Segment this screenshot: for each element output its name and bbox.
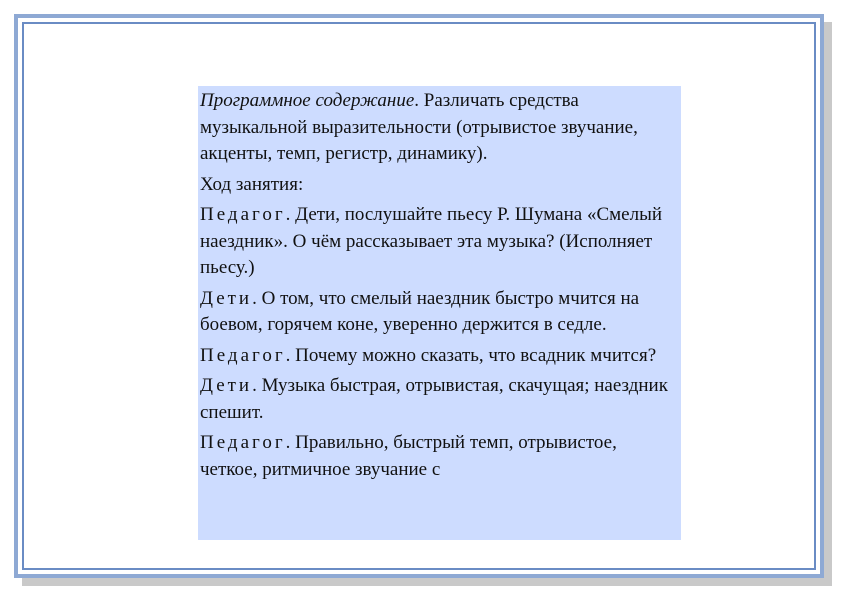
- paragraph-children-2: [200, 373, 679, 426]
- speaker-teacher: Педагог: [200, 344, 286, 366]
- text-box: [198, 86, 681, 540]
- children-line-2: . Музыка быстрая, отрывистая, скачущая; наездник спешит.: [200, 375, 668, 423]
- program-content-label: Программное содержание: [200, 90, 415, 111]
- paragraph-lesson-course: [200, 172, 679, 199]
- teacher-line-1: . Дети, послушайте пьесу Р. Шумана «Смелый наездник». О чём рассказывает эта музыка? (Исполняет пьесу.): [200, 204, 662, 278]
- paragraph-teacher-2: [200, 343, 679, 370]
- lesson-course-text: Ход занятия:: [200, 173, 304, 195]
- children-line-1: . О том, что смелый наездник быстро мчится на боевом, горячем коне, уверенно держится в седле.: [200, 287, 640, 335]
- speaker-teacher: Педагог: [200, 204, 286, 225]
- speaker-teacher: Педагог: [200, 432, 286, 453]
- teacher-line-3: . Правильно, быстрый темп, отрывистое, четкое, ритмичное звучание с: [200, 432, 617, 480]
- speaker-children: Дети: [200, 287, 253, 309]
- paragraph-teacher-3: [200, 430, 679, 483]
- teacher-line-2: . Почему можно сказать, что всадник мчится?: [285, 344, 657, 366]
- speaker-children: Дети: [200, 375, 253, 396]
- paragraph-teacher-1: [200, 202, 679, 282]
- program-content-text: . Различать средства музыкальной выразительности (отрывистое звучание, акценты, темп, регистр, динамику).: [200, 90, 638, 164]
- paragraph-program-content: [200, 88, 679, 168]
- paragraph-children-1: [200, 286, 679, 339]
